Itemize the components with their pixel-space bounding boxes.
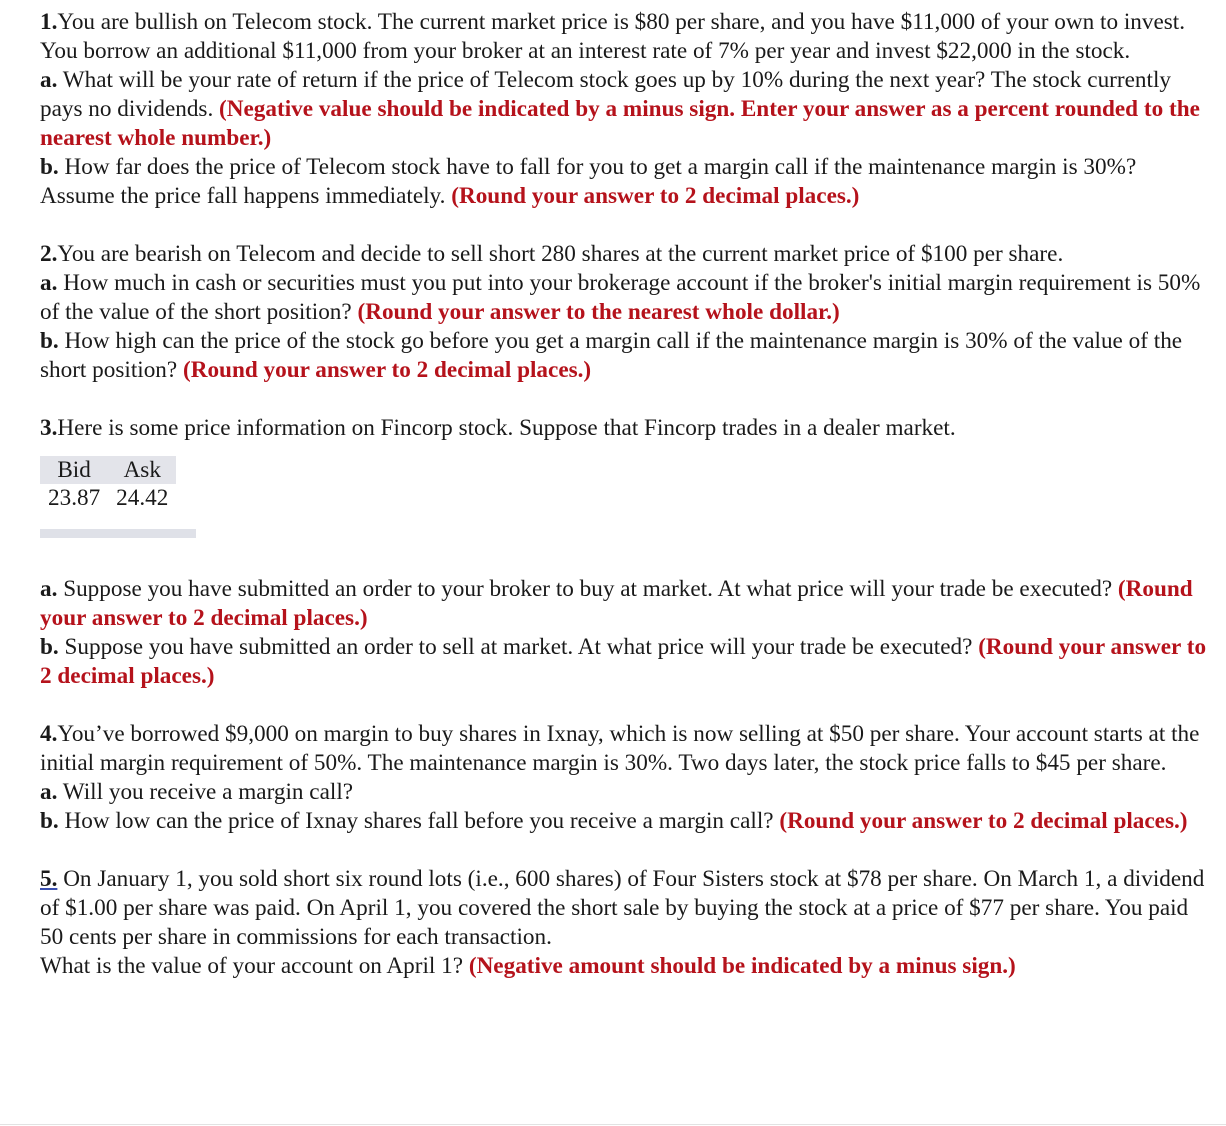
question-text: You are bullish on Telecom stock. The current market price is $80 per share, and you have $11,000 of your own to invest. You borrow an additional $11,000 from your broker at an interest rate of 7% per year and invest $22,000 in the stock. — [40, 9, 1186, 64]
table-header-row — [40, 456, 176, 484]
part-label: b. — [40, 154, 59, 180]
rounding-hint: (Round your answer to 2 decimal places.) — [183, 357, 592, 383]
spacer — [40, 836, 1210, 865]
question-number: 4. — [40, 721, 58, 747]
question-2-part-a — [40, 269, 1210, 327]
question-1-part-b — [40, 153, 1210, 211]
question-4-part-a — [40, 778, 1210, 807]
rounding-hint: (Round your answer to 2 decimal places.) — [40, 576, 1193, 631]
question-text: You’ve borrowed $9,000 on margin to buy shares in Ixnay, which is now selling at $50 per share. Your account starts at the initial margin requirement of 50%. The maintenance margin is 30%. Two days later, the stock price falls to $45 per share. — [40, 721, 1200, 776]
question-2-part-b — [40, 327, 1210, 385]
part-label: b. — [40, 808, 59, 834]
question-1 — [40, 8, 1210, 211]
part-text: Suppose you have submitted an order to sell at market. At what price will your trade be executed? — [58, 634, 979, 660]
part-label: a. — [40, 576, 58, 602]
part-text: Will you receive a margin call? — [57, 779, 354, 805]
question-1-stem — [40, 8, 1210, 66]
spacer — [40, 691, 1210, 720]
question-number-link[interactable]: 5. — [40, 866, 58, 892]
question-number: 1. — [40, 9, 58, 35]
question-5 — [40, 865, 1210, 981]
question-2-stem — [40, 240, 1210, 269]
bid-ask-table — [40, 456, 176, 512]
question-3-part-a — [40, 575, 1210, 633]
question-4-stem — [40, 720, 1210, 778]
spacer — [40, 211, 1210, 240]
question-2 — [40, 240, 1210, 385]
rounding-hint: (Round your answer to 2 decimal places.) — [779, 808, 1188, 834]
part-text: How low can the price of Ixnay shares fall before you receive a margin call? — [58, 808, 780, 834]
part-text: How far does the price of Telecom stock have to fall for you to get a margin call if the maintenance margin is 30%? Assume the price fall happens immediately. — [40, 154, 1137, 209]
ask-header: Ask — [108, 456, 176, 484]
part-label: b. — [40, 328, 59, 354]
part-text: How high can the price of the stock go before you get a margin call if the maintenance margin is 30% of the value of the short position? — [40, 328, 1183, 383]
question-number: 2. — [40, 241, 58, 267]
question-4 — [40, 720, 1210, 836]
question-text: You are bearish on Telecom and decide to sell short 280 shares at the current market price of $100 per share. — [57, 241, 1064, 267]
rounding-hint: (Round your answer to 2 decimal places.) — [40, 634, 1207, 689]
page-bottom-divider — [0, 1124, 1226, 1125]
question-5-prompt — [40, 952, 1210, 981]
part-label: a. — [40, 270, 58, 296]
rounding-hint: (Negative amount should be indicated by a minus sign.) — [468, 953, 1016, 979]
question-number: 3. — [40, 415, 58, 441]
part-text: What is the value of your account on April 1? — [40, 953, 469, 979]
question-3-stem — [40, 414, 1210, 443]
part-text: How much in cash or securities must you put into your brokerage account if the broker's initial margin requirement is 50% of the value of the short position? — [40, 270, 1201, 325]
ask-value: 24.42 — [116, 485, 169, 511]
rounding-hint: (Round your answer to 2 decimal places.) — [451, 183, 860, 209]
part-label: b. — [40, 634, 59, 660]
question-1-part-a — [40, 66, 1210, 153]
question-4-part-b — [40, 807, 1210, 836]
spacer — [40, 385, 1210, 414]
part-text: Suppose you have submitted an order to your broker to buy at market. At what price will your trade be executed? — [57, 576, 1118, 602]
part-text: What will be your rate of return if the price of Telecom stock goes up by 10% during the next year? The stock currently pays no dividends. — [40, 67, 1171, 122]
bid-header: Bid — [40, 456, 108, 484]
table-footer-bar — [40, 529, 196, 538]
table-row — [40, 484, 176, 512]
rounding-hint: (Round your answer to the nearest whole dollar.) — [357, 299, 840, 325]
question-5-stem — [40, 865, 1210, 952]
bid-value: 23.87 — [48, 485, 101, 511]
part-label: a. — [40, 67, 58, 93]
question-text: On January 1, you sold short six round lots (i.e., 600 shares) of Four Sisters stock at $78 per share. On March 1, a dividend of $1.00 per share was paid. On April 1, you covered the short sale by buying the stock at a price of $77 per share. You paid 50 cents per share in commissions for each transaction. — [40, 866, 1205, 950]
homework-page — [40, 8, 1210, 981]
question-text: Here is some price information on Fincorp stock. Suppose that Fincorp trades in a dealer market. — [57, 415, 956, 441]
rounding-hint: (Negative value should be indicated by a minus sign. Enter your answer as a percent rounded to the nearest whole number.) — [40, 96, 1200, 151]
part-label: a. — [40, 779, 58, 805]
question-3 — [40, 414, 1210, 691]
question-3-part-b — [40, 633, 1210, 691]
